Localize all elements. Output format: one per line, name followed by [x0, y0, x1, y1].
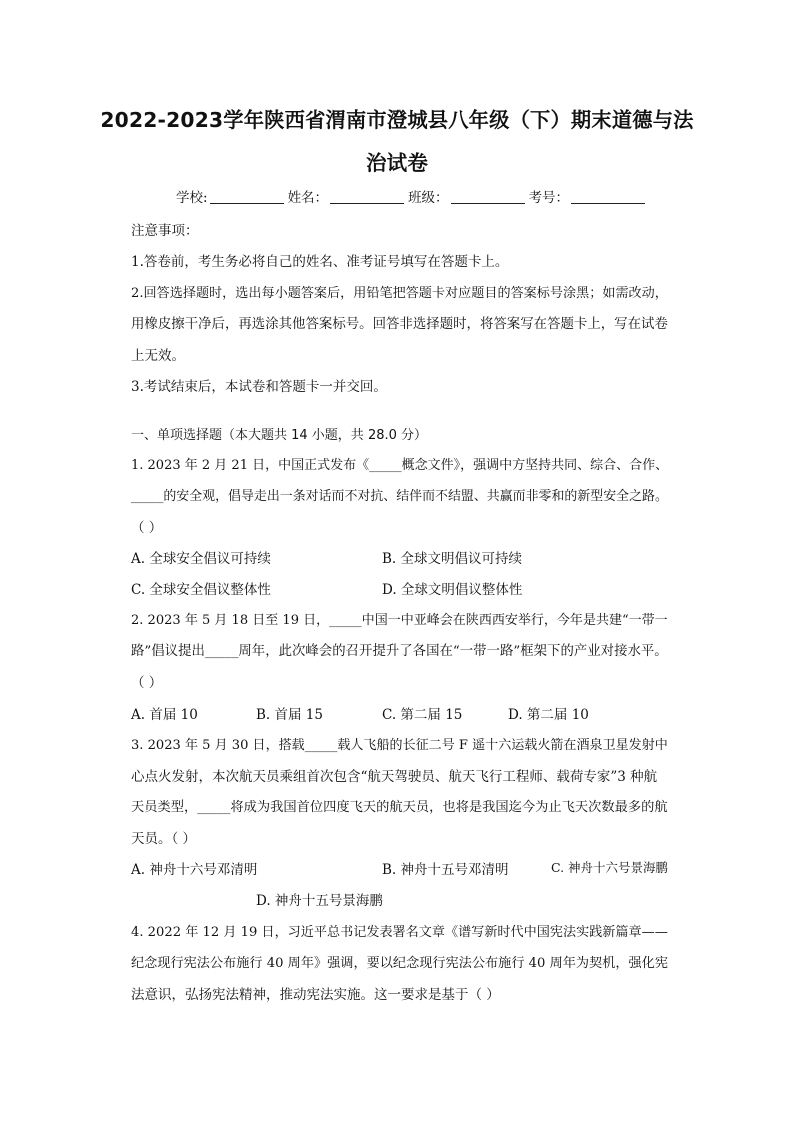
question1-line: _____的安全观，倡导走出一条对话而不对抗、结伴而不结盟、共赢而非零和的新型安全之路。 — [131, 489, 668, 504]
question3-line: 3. 2023 年 5 月 30 日，搭载_____载人飞船的长征二号 F 遥十六运载火箭在酒泉卫星发射中 — [131, 738, 668, 753]
number-label: 考号： — [528, 190, 570, 206]
notice-line: 2.回答选择题时，选出每小题答案后，用铅笔把答题卡对应题目的答案标号涂黑；如需改动， — [131, 286, 668, 301]
notice-line: 上无效。 — [131, 348, 185, 364]
question3-option-a: A. 神舟十六号邓清明 — [131, 862, 258, 878]
question3-option-c: C. 神舟十六号景海鹏 — [551, 860, 668, 875]
school-label: 学校: — [176, 190, 208, 206]
question2-option-b: B. 首届 15 — [256, 707, 323, 723]
exam-title-line2: 治试卷 — [365, 151, 429, 175]
question2-option-d: D. 第二届 10 — [508, 707, 589, 723]
question4-line: 法意识，弘扬宪法精神，推动宪法实施。这一要求是基于（ ） — [131, 987, 500, 1003]
question2-line: （ ） — [131, 675, 163, 691]
question2-option-a: A. 首届 10 — [131, 707, 198, 723]
question3-option-d: D. 神舟十五号景海鹏 — [256, 893, 383, 909]
student-info-fields — [176, 186, 649, 206]
question1-option-a: A. 全球安全倡议可持续 — [131, 551, 271, 567]
class-blank — [451, 190, 525, 204]
question3-line: 天员。（ ） — [131, 831, 197, 847]
name-label: 姓名： — [287, 190, 329, 206]
question2-option-c: C. 第二届 15 — [382, 707, 463, 723]
question3-option-b: B. 神舟十五号邓清明 — [382, 862, 509, 878]
exam-title-line1: 2022-2023学年陕西省渭南市澄城县八年级（下）期末道德与法 — [100, 108, 694, 132]
name-blank — [330, 190, 404, 204]
number-blank — [571, 190, 645, 204]
question1-option-b: B. 全球文明倡议可持续 — [382, 551, 523, 567]
question1-option-c: C. 全球安全倡议整体性 — [131, 582, 271, 598]
notice-line: 3.考试结束后，本试卷和答题卡一并交回。 — [131, 379, 387, 395]
notice-line: 用橡皮擦干净后，再选涂其他答案标号。回答非选择题时，将答案写在答题卡上，写在试卷 — [131, 317, 668, 332]
class-label: 班级： — [408, 190, 449, 206]
section1-heading: 一、单项选择题（本大题共 14 小题，共 28.0 分） — [131, 428, 428, 443]
question1-line: 1. 2023 年 2 月 21 日，中国正式发布《_____概念文件》，强调中方坚持共同、综合、合作、 — [131, 458, 669, 473]
question1-line: （ ） — [131, 520, 163, 536]
question4-line: 纪念现行宪法公布施行 40 周年》强调，要以纪念现行宪法公布施行 40 周年为契机，强化宪 — [131, 956, 668, 971]
notice-heading: 注意事项： — [131, 223, 199, 239]
question4-line: 4. 2022 年 12 月 19 日，习近平总书记发表署名文章《谱写新时代中国宪法实践新篇章—— — [131, 925, 668, 940]
question3-line: 心点火发射，本次航天员乘组首次包含“航天驾驶员、航天飞行工程师、载荷专家”3 种航 — [131, 769, 658, 785]
question2-line: 2. 2023 年 5 月 18 日至 19 日，_____中国一中亚峰会在陕西西安举行，今年是共建“一带一 — [131, 613, 668, 628]
question2-line: 路”倡议提出_____周年，此次峰会的召开提升了各国在“一带一路”框架下的产业对接水平。 — [131, 644, 668, 659]
school-blank — [210, 190, 284, 204]
question1-option-d: D. 全球文明倡议整体性 — [382, 582, 523, 598]
notice-line: 1.答卷前，考生务必将自己的姓名、准考证号填写在答题卡上。 — [131, 254, 509, 270]
question3-line: 天员类型，_____将成为我国首位四度飞天的航天员，也将是我国迄今为止飞天次数最多的航 — [131, 800, 668, 815]
